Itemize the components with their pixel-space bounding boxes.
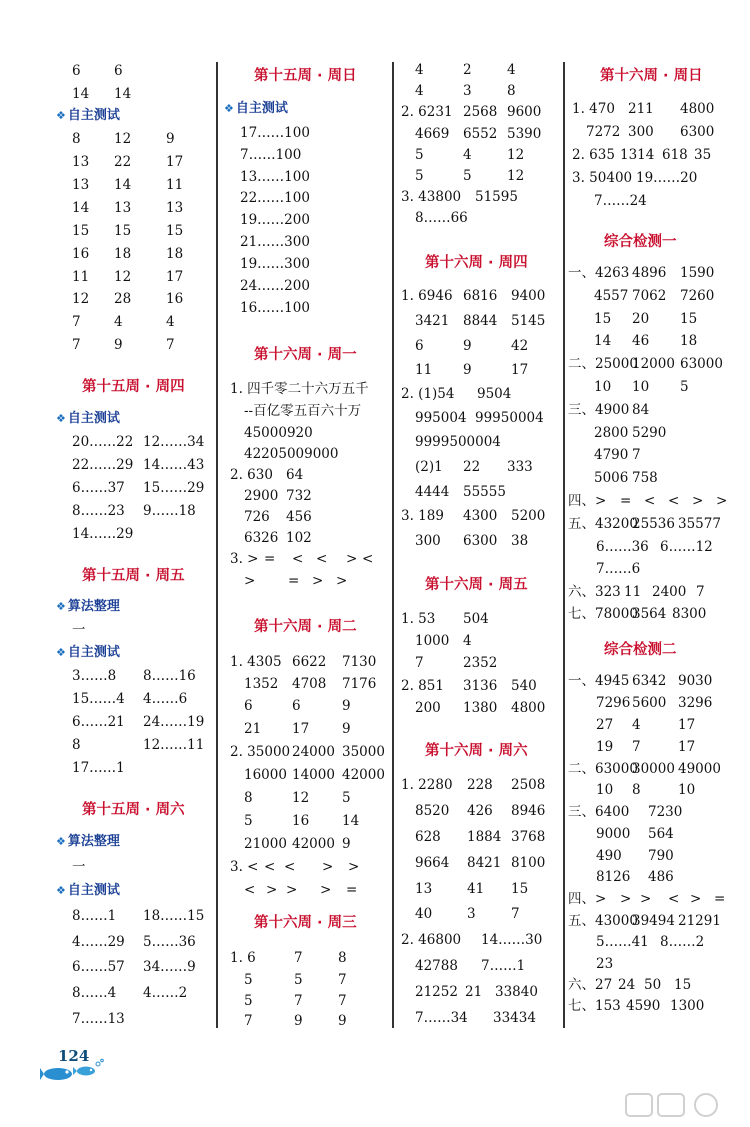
answer-line: < > > > = <box>244 882 358 898</box>
answer-line: 3. < < < > > <box>230 859 360 875</box>
answer-line: 3421 8844 5145 <box>415 313 546 329</box>
answer-line: 七、153 4590 1300 <box>568 998 705 1014</box>
answer-line: 21……300 <box>240 234 310 250</box>
answer-line: 四、> = < < > > <box>568 493 728 509</box>
answer-line: 42205009000 <box>244 446 339 462</box>
answer-line: 5006 758 <box>594 470 658 486</box>
answer-line: 7……24 <box>594 193 647 209</box>
answer-line: 5 4 12 <box>415 147 525 163</box>
answer-line: 8520 426 8946 <box>415 803 546 819</box>
answer-line: 1352 4708 7176 <box>244 676 377 692</box>
answer-line: 21000 42000 9 <box>244 836 351 852</box>
answer-line: 8……23 9……18 <box>72 503 196 519</box>
answer-line: 7 9 7 <box>72 337 175 353</box>
answer-line: 14 14 <box>72 86 132 102</box>
answer-line: 3. > = < < > < <box>230 551 374 567</box>
column-divider <box>392 62 394 1028</box>
column-2 <box>224 0 392 1127</box>
answer-line: 8……66 <box>415 210 468 226</box>
answer-line: 16000 14000 42000 <box>244 767 385 783</box>
answer-line: 1. 2280 228 2508 <box>401 777 546 793</box>
answer-line: 2. 6231 2568 9600 <box>401 104 542 120</box>
section-heading: 第十六周 · 周一 <box>254 347 357 363</box>
answer-line: 2. 46800 14……30 <box>401 932 543 948</box>
answer-line: 11 9 17 <box>415 362 529 378</box>
answer-line: 5 5 12 <box>415 168 525 184</box>
diamond-icon: ❖ <box>56 646 66 659</box>
answer-line: 6 6 9 <box>244 698 351 714</box>
answer-line: 6……36 6……12 <box>596 539 713 555</box>
answer-line: 8126 486 <box>596 869 674 885</box>
answer-line: 13 14 11 <box>72 177 184 193</box>
answer-line: 二、2500012000 63000 <box>568 356 723 372</box>
answer-line: 7296 5600 3296 <box>596 695 713 711</box>
answer-line: 2. (1)54 9504 <box>401 386 512 402</box>
section-subheading: ❖ 算法整理 <box>56 599 120 614</box>
answer-line: 8 12……11 <box>72 737 205 753</box>
fish-decoration-icon <box>40 1058 110 1086</box>
answer-line: 5 5 7 <box>244 972 347 988</box>
watermark-logo <box>624 1090 744 1120</box>
section-subheading: ❖ 自主测试 <box>56 645 120 660</box>
diamond-icon: ❖ <box>56 884 66 897</box>
answer-line: 三、4900 84 <box>568 402 650 418</box>
answer-line: 14 46 18 <box>594 333 698 349</box>
answer-line: 15……4 4……6 <box>72 691 188 707</box>
answer-line: 3. 189 4300 5200 <box>401 508 546 524</box>
answer-line: 2. 635 1314 618 35 <box>572 147 712 163</box>
answer-line: 22……100 <box>240 190 310 206</box>
answer-line: 七、780003564 8300 <box>568 606 707 622</box>
answer-line: 一 <box>72 622 86 638</box>
answer-line: --百亿零五百六十万 <box>244 403 362 419</box>
answer-line: 2. 851 3136 540 <box>401 678 537 694</box>
answer-line: 16……100 <box>240 300 310 316</box>
section-heading: 第十五周 · 周六 <box>82 802 185 818</box>
answer-line: 4669 6552 5390 <box>415 126 542 142</box>
answer-line: 2800 5290 <box>594 425 667 441</box>
answer-line: 8……4 4……2 <box>72 985 188 1001</box>
section-heading: 第十六周 · 周三 <box>254 915 357 931</box>
answer-line: 二、6300030000 49000 <box>568 761 721 777</box>
answer-line: 16 18 18 <box>72 246 184 262</box>
section-heading: 第十六周 · 周日 <box>600 68 703 84</box>
answer-line: > = > > <box>244 573 348 589</box>
diamond-icon: ❖ <box>56 412 66 425</box>
answer-line: 3. 50400 19……20 <box>572 170 698 186</box>
answer-line: 14 13 13 <box>72 200 184 216</box>
answer-line: 45000920 <box>244 425 313 441</box>
section-subheading: ❖ 自主测试 <box>56 108 120 123</box>
answer-line: 17……1 <box>72 760 125 776</box>
answer-line: 19……200 <box>240 212 310 228</box>
answer-line: 6 9 42 <box>415 338 529 354</box>
answer-line: 5……41 8……2 <box>596 934 705 950</box>
answer-line: 7 4 4 <box>72 314 175 330</box>
answer-line: 6……57 34……9 <box>72 959 196 975</box>
section-heading: 第十五周 · 周四 <box>82 379 185 395</box>
answer-line: 490 790 <box>596 848 674 864</box>
answer-line: 8 12 5 <box>244 790 351 806</box>
answer-line: 27 4 17 <box>596 717 696 733</box>
answer-line: 7……34 33434 <box>415 1010 536 1026</box>
answer-line: 8……1 18……15 <box>72 908 205 924</box>
page-number: 124 <box>58 1047 90 1065</box>
answer-line: 13……100 <box>240 169 310 185</box>
answer-line: 1. 6946 6816 9400 <box>401 288 546 304</box>
column-1 <box>56 0 216 1127</box>
answer-line: 五、4300039494 21291 <box>568 913 721 929</box>
answer-line: 五、4320025536 35577 <box>568 516 721 532</box>
answer-line: 995004 99950004 <box>415 410 544 426</box>
answer-line: 5 16 14 <box>244 813 360 829</box>
answer-line: 9999500004 <box>415 434 501 450</box>
answer-line: 4557 7062 7260 <box>594 288 715 304</box>
section-heading: 综合检测二 <box>604 642 677 658</box>
answer-line: 726 456 <box>244 509 312 525</box>
answer-line: 7 9 9 <box>244 1013 347 1029</box>
answer-line: 42788 7……1 <box>415 958 526 974</box>
answer-line: 6 6 <box>72 63 123 79</box>
answer-line: 2900 732 <box>244 488 312 504</box>
answer-line: 5 7 7 <box>244 993 347 1009</box>
diamond-icon: ❖ <box>224 102 234 115</box>
answer-line: 628 1884 3768 <box>415 829 546 845</box>
answer-line: 8 12 9 <box>72 131 175 147</box>
diamond-icon: ❖ <box>56 600 66 613</box>
answer-line: 6……37 15……29 <box>72 480 205 496</box>
answer-line: 4444 55555 <box>415 484 506 500</box>
column-4 <box>568 0 746 1127</box>
section-subheading: ❖ 自主测试 <box>56 883 120 898</box>
answer-line: 一 <box>72 859 86 875</box>
answer-line: 3. 43800 51595 <box>401 189 518 205</box>
column-divider <box>216 62 218 1028</box>
answer-line: 4790 7 <box>594 447 641 463</box>
section-heading: 综合检测一 <box>604 234 677 250</box>
answer-line: 7……13 <box>72 1011 125 1027</box>
answer-line: 7 2352 <box>415 655 498 671</box>
answer-line: 六、27 24 50 15 <box>568 977 692 993</box>
section-heading: 第十五周 · 周五 <box>82 568 185 584</box>
answer-line: 23 <box>596 956 614 972</box>
column-divider <box>563 62 565 1028</box>
answer-line: 3……8 8……16 <box>72 668 196 684</box>
answer-line: 6……21 24……19 <box>72 714 205 730</box>
section-heading: 第十五周 · 周日 <box>254 68 357 84</box>
answer-line: 13 41 15 <box>415 881 529 897</box>
answer-line: 14……29 <box>72 526 134 542</box>
answer-line: 7……6 <box>596 561 641 577</box>
answer-line: 12 28 16 <box>72 291 184 307</box>
answer-line: 19 7 17 <box>596 739 696 755</box>
answer-line: 24……200 <box>240 278 310 294</box>
answer-line: 4 2 4 <box>415 62 516 78</box>
answer-line: (2)1 22 333 <box>415 459 533 475</box>
answer-line: 一、4263 4896 1590 <box>568 265 715 281</box>
answer-line: 6326 102 <box>244 530 312 546</box>
answer-line: 9664 8421 8100 <box>415 855 546 871</box>
answer-line: 7272 300 6300 <box>586 124 715 140</box>
answer-line: 9000 564 <box>596 826 674 842</box>
answer-line: 22……29 14……43 <box>72 457 205 473</box>
section-subheading: ❖ 自主测试 <box>56 411 120 426</box>
answer-line: 1. 470 211 4800 <box>572 101 715 117</box>
answer-line: 1. 4305 6622 7130 <box>230 654 377 670</box>
answer-line: 4……29 5……36 <box>72 934 196 950</box>
answer-line: 19……300 <box>240 256 310 272</box>
answer-line: 20……22 12……34 <box>72 434 205 450</box>
answer-line: 15 15 15 <box>72 223 184 239</box>
answer-line: 1. 53 504 <box>401 611 489 627</box>
section-subheading: ❖ 算法整理 <box>56 834 120 849</box>
answer-line: 13 22 17 <box>72 154 184 170</box>
answer-line: 2. 630 64 <box>230 467 304 483</box>
answer-line: 一、4945 6342 9030 <box>568 673 713 689</box>
answer-line: 40 3 7 <box>415 906 520 922</box>
diamond-icon: ❖ <box>56 109 66 122</box>
answer-line: 10 10 5 <box>594 379 689 395</box>
answer-line: 21 17 9 <box>244 721 351 737</box>
answer-line: 21252 21 33840 <box>415 984 538 1000</box>
answer-line: 四、> > > < > = <box>568 891 726 907</box>
answer-line: 7……100 <box>240 147 302 163</box>
section-heading: 第十六周 · 周四 <box>425 255 528 271</box>
answer-line: 三、6400 7230 <box>568 804 683 820</box>
answer-line: 2. 35000 24000 35000 <box>230 744 385 760</box>
answer-line: 17……100 <box>240 125 310 141</box>
section-heading: 第十六周 · 周五 <box>425 577 528 593</box>
answer-line: 200 1380 4800 <box>415 700 546 716</box>
answer-line: 10 8 10 <box>596 782 696 798</box>
answer-line: 1. 四千零二十六万五千 <box>230 381 369 397</box>
answer-line: 4 3 8 <box>415 83 516 99</box>
section-heading: 第十六周 · 周六 <box>425 743 528 759</box>
section-heading: 第十六周 · 周二 <box>254 619 357 635</box>
section-subheading: ❖ 自主测试 <box>224 101 288 116</box>
diamond-icon: ❖ <box>56 835 66 848</box>
answer-line: 300 6300 38 <box>415 533 529 549</box>
answer-line: 1. 6 7 8 <box>230 950 347 966</box>
answer-line: 六、323 11 2400 7 <box>568 584 705 600</box>
column-3 <box>395 0 563 1127</box>
answer-line: 1000 4 <box>415 633 472 649</box>
answer-line: 15 20 15 <box>594 311 698 327</box>
answer-line: 11 12 17 <box>72 269 184 285</box>
